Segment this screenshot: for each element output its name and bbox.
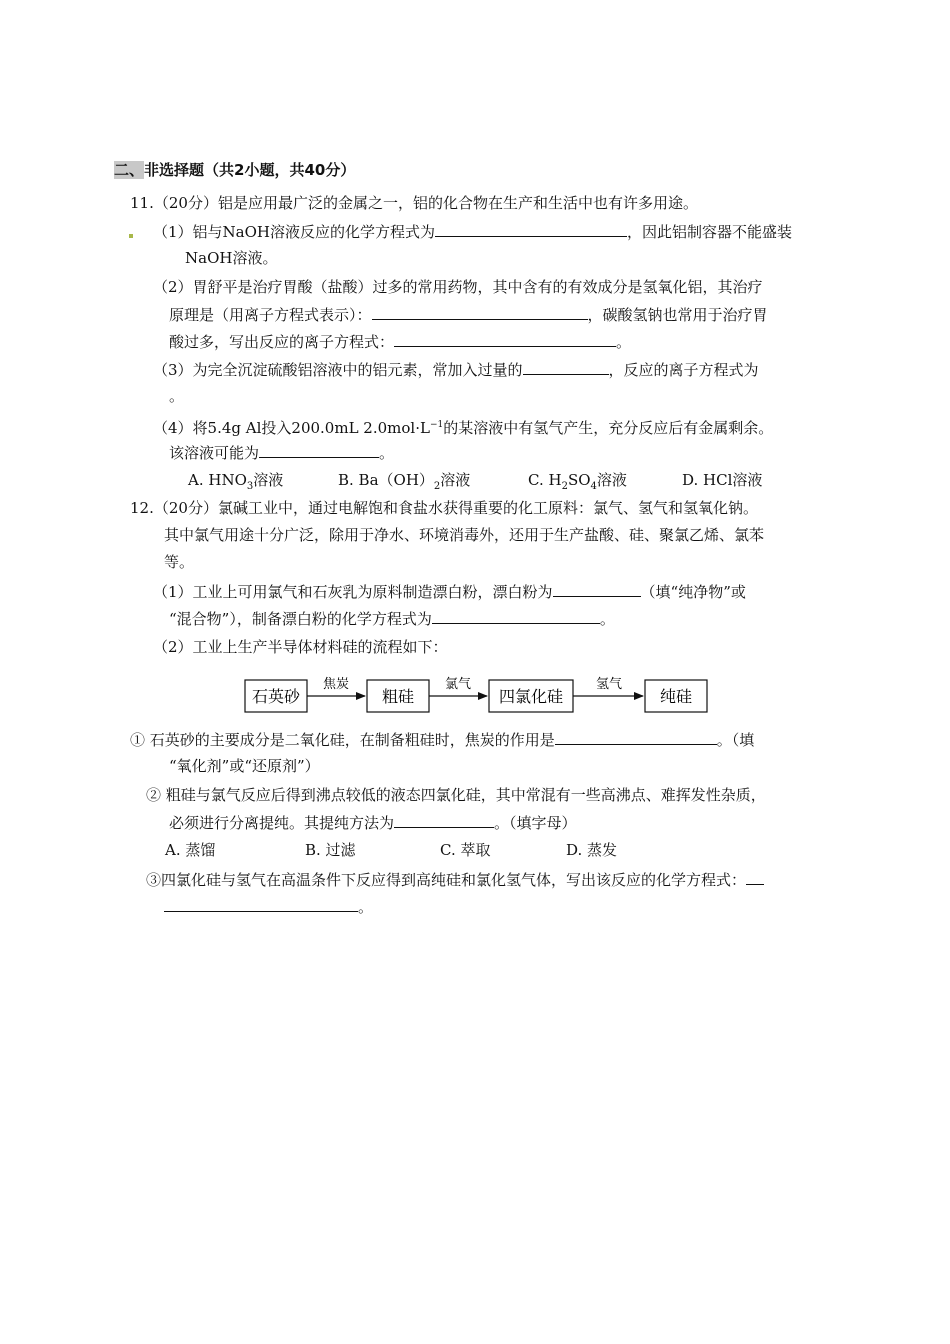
flow-arrow-1-label: 焦炭 xyxy=(322,677,350,692)
q12-sub1-line1 xyxy=(130,729,754,750)
q11-p2-text4: 。 xyxy=(616,333,632,351)
q12-p1-text: （1）工业上可用氯气和石灰乳为原料制造漂白粉，漂白粉为 xyxy=(153,583,553,601)
q12-s1-text2: 。（填 xyxy=(716,731,755,749)
q11-option-b-text2: 溶液 xyxy=(440,471,471,489)
q11-option-b[interactable] xyxy=(338,470,470,497)
q12-sub2-option-a[interactable]: A. 蒸馏 xyxy=(165,841,216,859)
q12-p1-text2: （填“纯净物”或 xyxy=(640,583,746,601)
q11-p1-text2: ，因此铝制容器不能盛装 xyxy=(627,223,793,241)
q12-p1-text4: 。 xyxy=(599,610,615,628)
flow-box-silicon-tetrachloride-label: 四氯化硅 xyxy=(498,687,564,706)
q12-stem-line3: 等。 xyxy=(164,553,195,571)
q12-p1-answer-blank1[interactable] xyxy=(553,581,641,597)
q11-p3-answer-blank[interactable] xyxy=(523,359,609,375)
q12-p1-answer-blank2[interactable] xyxy=(432,608,600,624)
q11-option-a[interactable] xyxy=(188,470,283,497)
q11-part3-line2: 。 xyxy=(169,387,185,405)
q11-part4-line1 xyxy=(153,415,773,438)
q11-part2-line3 xyxy=(169,331,631,352)
q11-p4-answer-blank[interactable] xyxy=(259,442,379,458)
q11-option-c[interactable] xyxy=(528,470,627,497)
q11-part3-line1 xyxy=(153,359,759,380)
q11-part2-line1: （2）胃舒平是治疗胃酸（盐酸）过多的常用药物，其中含有的有效成分是氢氧化铝，其治疗 xyxy=(153,278,763,296)
silicon-production-flowchart xyxy=(240,670,715,720)
q12-sub2-line2 xyxy=(169,812,577,833)
flow-arrow-2-label: 氯气 xyxy=(444,677,472,692)
q11-stem: 11.（20分）铝是应用最广泛的金属之一，铝的化合物在生产和生活中也有许多用途。 xyxy=(130,194,698,212)
q12-sub1-line2: “氧化剂”或“还原剂”） xyxy=(169,757,320,775)
q12-sub3-line2 xyxy=(164,896,373,917)
q11-option-b-sub: 2 xyxy=(433,481,441,492)
flow-box-quartz-sand-label: 石英砂 xyxy=(251,687,301,706)
q12-s1-answer-blank[interactable] xyxy=(555,729,717,745)
q11-p4-text2: 的某溶液中有氢气产生，充分反应后有金属剩余。 xyxy=(443,419,774,437)
flow-box-crude-silicon-label: 粗硅 xyxy=(381,687,415,706)
q11-option-c-text3: 溶液 xyxy=(596,471,627,489)
q12-s2-text2: 。（填字母） xyxy=(494,814,577,832)
q11-p1-answer-blank[interactable] xyxy=(435,221,627,237)
q11-p1-text: （1）铝与NaOH溶液反应的化学方程式为 xyxy=(153,223,435,241)
q12-sub2-option-b[interactable]: B. 过滤 xyxy=(305,841,356,859)
q11-option-a-text: A. HNO xyxy=(188,471,247,489)
q11-part1-line2: NaOH溶液。 xyxy=(185,249,278,267)
q12-stem-line2: 其中氯气用途十分广泛，除用于净水、环境消毒外，还用于生产盐酸、硅、聚氯乙烯、氯苯 xyxy=(164,526,765,544)
q12-s2-answer-blank[interactable] xyxy=(394,812,494,828)
q11-option-c-sub2: 4 xyxy=(590,481,597,492)
q12-s3-answer-blank[interactable] xyxy=(164,896,358,912)
q11-p4-text3: 该溶液可能为 xyxy=(169,444,260,462)
q11-option-d[interactable]: D. HCl溶液 xyxy=(682,471,763,489)
q12-s3-text2: 。 xyxy=(358,898,374,916)
q11-part2-line2 xyxy=(169,304,768,325)
q12-s1-text: ① 石英砂的主要成分是二氧化硅，在制备粗硅时，焦炭的作用是 xyxy=(130,731,555,749)
q11-option-a-text2: 溶液 xyxy=(253,471,284,489)
flow-arrow-3-label: 氢气 xyxy=(595,677,623,692)
q11-p4-exponent: −1 xyxy=(429,420,444,430)
q11-option-a-sub: 3 xyxy=(246,481,254,492)
q12-part1-line1 xyxy=(153,581,746,602)
q12-sub2-option-c[interactable]: C. 萃取 xyxy=(440,841,491,859)
q12-s3-text: ③四氯化硅与氢气在高温条件下反应得到高纯硅和氯化氢气体，写出该反应的化学方程式： xyxy=(146,871,747,889)
q12-sub2-option-d[interactable]: D. 蒸发 xyxy=(566,841,618,859)
q11-p3-text2: ，反应的离子方程式为 xyxy=(608,361,759,379)
q11-p3-text: （3）为完全沉淀硫酸铝溶液中的铝元素，常加入过量的 xyxy=(153,361,523,379)
q11-p2-text: 原理是（用离子方程式表示）： xyxy=(169,306,372,324)
section-number: 二、 xyxy=(114,161,145,179)
section-title: 非选择题（共2小题，共40分） xyxy=(144,161,356,179)
q12-p1-text3: “混合物”），制备漂白粉的化学方程式为 xyxy=(169,610,432,628)
q11-part4-line2 xyxy=(169,442,394,463)
q12-s2-text: 必须进行分离提纯。其提纯方法为 xyxy=(169,814,395,832)
q11-p2-answer-blank2[interactable] xyxy=(394,331,616,347)
q11-option-b-text: B. Ba（OH） xyxy=(338,471,434,489)
q11-option-c-text2: SO xyxy=(567,471,591,489)
q12-stem-line1: 12.（20分）氯碱工业中，通过电解饱和食盐水获得重要的化工原料：氯气、氢气和氢氧化钠。 xyxy=(130,499,758,517)
q11-option-c-text: C. H xyxy=(528,471,562,489)
flow-box-pure-silicon-label: 纯硅 xyxy=(659,687,693,706)
q11-option-c-sub: 2 xyxy=(561,481,568,492)
q12-part2-intro: （2）工业上生产半导体材料硅的流程如下： xyxy=(153,638,448,656)
q12-part1-line2 xyxy=(169,608,615,629)
q12-s3-answer-blank-start[interactable] xyxy=(746,869,764,885)
q11-p4-text: （4）将5.4g Al投入200.0mL 2.0mol·L xyxy=(153,419,430,437)
q11-p2-text2: ，碳酸氢钠也常用于治疗胃 xyxy=(587,306,768,324)
margin-mark xyxy=(129,234,133,238)
q11-part1-line1 xyxy=(153,221,792,242)
q11-p2-answer-blank1[interactable] xyxy=(372,304,588,320)
section-heading xyxy=(114,160,355,180)
q12-sub2-line1: ② 粗硅与氯气反应后得到沸点较低的液态四氯化硅，其中常混有一些高沸点、难挥发性杂质， xyxy=(146,786,766,804)
q11-p2-text3: 酸过多，写出反应的离子方程式： xyxy=(169,333,395,351)
q11-p4-text4: 。 xyxy=(379,444,395,462)
q12-sub3-line1 xyxy=(146,869,764,890)
